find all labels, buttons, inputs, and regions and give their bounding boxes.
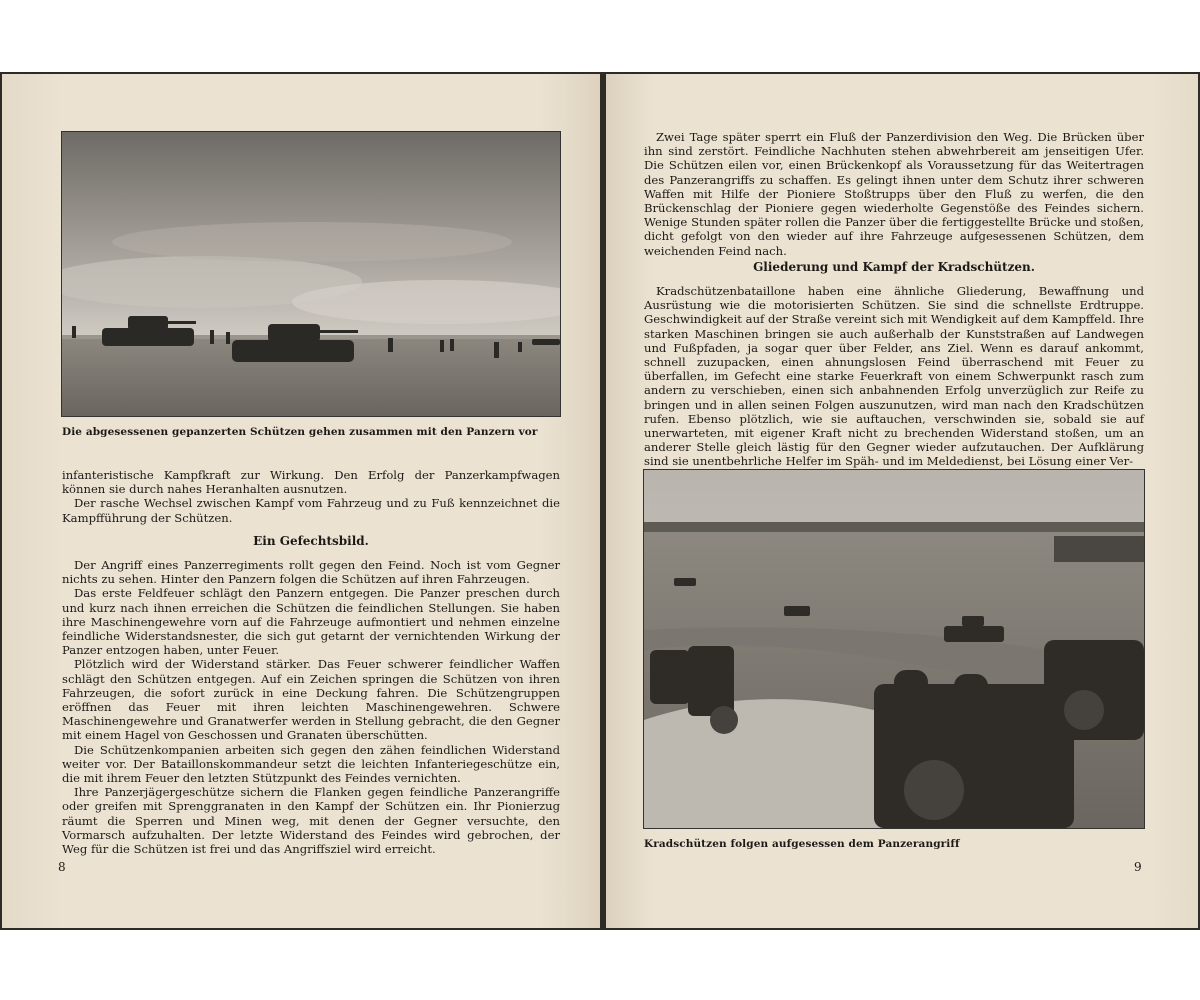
left-body-paragraph: Der Angriff eines Panzerregiments rollt gegen den Feind. Noch ist vom Gegner nichts zu sehen. Hinter den Panzern folgen die Schützen auf ihren Fahrzeugen. xyxy=(62,558,560,587)
booklet-spread xyxy=(0,72,1200,930)
left-body-paragraph: Das erste Feldfeuer schlägt den Panzern entgegen. Die Panzer preschen durch und kurz nach ihnen erreichen die Schützen die feindlichen Stellungen. Sie haben ihre Maschinengewehre vorn auf die Fahrzeuge aufmontiert und nehmen einzelne feindliche Widerstandsnester, die sich gut getarnt der vernichtenden Wirkung der Panzer entzogen haben, unter Feuer. xyxy=(62,586,560,658)
motorcycle-troops-photo-icon xyxy=(644,470,1144,828)
left-intro-paragraph: infanteristische Kampfkraft zur Wirkung. Den Erfolg der Panzerkampfwagen können sie durch nahes Heranhalten ausnutzen. xyxy=(62,468,560,497)
left-intro-paragraph: Der rasche Wechsel zwischen Kampf vom Fahrzeug und zu Fuß kennzeichnet die Kampfführung der Schützen. xyxy=(62,496,560,525)
right-body-text xyxy=(644,284,1144,469)
page-number-left: 8 xyxy=(58,860,66,874)
right-body-paragraph: Kradschützenbataillone haben eine ähnliche Gliederung, Bewaffnung und Ausrüstung wie die motorisierten Schützen. Sie sind die schnellste Erdtruppe. Geschwindigkeit auf der Straße vereint sich mit Wendigkeit auf dem Kampffeld. Ihre starken Maschinen bringen sie auch außerhalb der Kunststraßen auf Landwegen und Fußpfaden, ja sogar quer über Felder, ans Ziel. Wenn es darauf ankommt, schnell zuzupacken, einen ahnungslosen Feind überraschend mit Feuer zu überfallen, im Gefecht eine starke Feuerkraft von einem Schwerpunkt rasch zum andern zu verschieben, einen sich anbahnenden Erfolg unverzüglich zur Reife zu bringen und in allen seinen Folgen auszunutzen, wird man nach den Kradschützen rufen. Ebenso plötzlich, wie sie auftauchen, verschwinden sie, sobald sie auf unerwarteten, mit eigener Kraft nicht zu brechenden Widerstand stoßen, um an anderer Stelle gleich lästig für den Gegner wieder aufzutauchen. Der Aufklärung sind sie unentbehrliche Helfer im Späh- und im Meldedienst, bei Lösung einer Ver- xyxy=(644,284,1144,469)
left-section-heading: Ein Gefechtsbild. xyxy=(253,534,369,548)
page-number-right: 9 xyxy=(1134,860,1142,874)
right-page xyxy=(606,74,1198,928)
right-photo-caption: Kradschützen folgen aufgesessen dem Panzerangriff xyxy=(644,838,960,850)
left-body-paragraph: Plötzlich wird der Widerstand stärker. Das Feuer schwerer feindlicher Waffen schlägt den Schützen entgegen. Auf ein Zeichen springen die Schützen von ihren Fahrzeugen, die sofort zurück in eine Deckung fahren. Die Schützengruppen eröffnen das Feuer mit ihren leichten Maschinengewehren. Schwere Maschinengewehre und Granatwerfer werden in Stellung gebracht, die den Gegner mit einem Hagel von Geschossen und Granaten überschütten. xyxy=(62,657,560,743)
right-intro-text xyxy=(644,130,1144,258)
tank-battlefield-photo-icon xyxy=(62,132,560,416)
right-intro-paragraph: Zwei Tage später sperrt ein Fluß der Panzerdivision den Weg. Die Brücken über ihn sind zerstört. Feindliche Nachhuten stehen abwehrbereit am jenseitigen Ufer. Die Schützen eilen vor, einen Brückenkopf als Voraussetzung für das Weitertragen des Panzerangriffs zu schaffen. Es gelingt ihnen unter dem Schutz ihrer schweren Waffen mit Hilfe der Pioniere Stoßtrupps über den Fluß zu werfen, die den Brückenschlag der Pioniere gegen wiederholte Gegenstöße des Feindes sichern. Wenige Stunden später rollen die Panzer über die fertiggestellte Brücke und stoßen, dicht gefolgt von den wieder auf ihre Fahrzeuge aufgesessenen Schützen, dem weichenden Feind nach. xyxy=(644,130,1144,258)
left-intro-text xyxy=(62,468,560,525)
left-photo-caption: Die abgesessenen gepanzerten Schützen gehen zusammen mit den Panzern vor xyxy=(62,426,538,438)
left-body-text xyxy=(62,558,560,856)
left-page xyxy=(2,74,600,928)
left-body-paragraph: Ihre Panzerjägergeschütze sichern die Flanken gegen feindliche Panzerangriffe oder greifen mit Sprenggranaten in den Kampf der Schützen ein. Ihr Pionierzug räumt die Sperren und Minen weg, mit denen der Gegner versuchte, den Vormarsch aufzuhalten. Der letzte Widerstand des Feindes wird gebrochen, der Weg für die Schützen ist frei und das Angriffsziel wird erreicht. xyxy=(62,785,560,857)
right-section-heading: Gliederung und Kampf der Kradschützen. xyxy=(753,260,1035,274)
left-body-paragraph: Die Schützenkompanien arbeiten sich gegen den zähen feindlichen Widerstand weiter vor. Der Bataillonskommandeur setzt die leichten Infanteriegeschütze ein, die mit ihrem Feuer den letzten Stützpunkt des Feindes vernichten. xyxy=(62,742,560,786)
